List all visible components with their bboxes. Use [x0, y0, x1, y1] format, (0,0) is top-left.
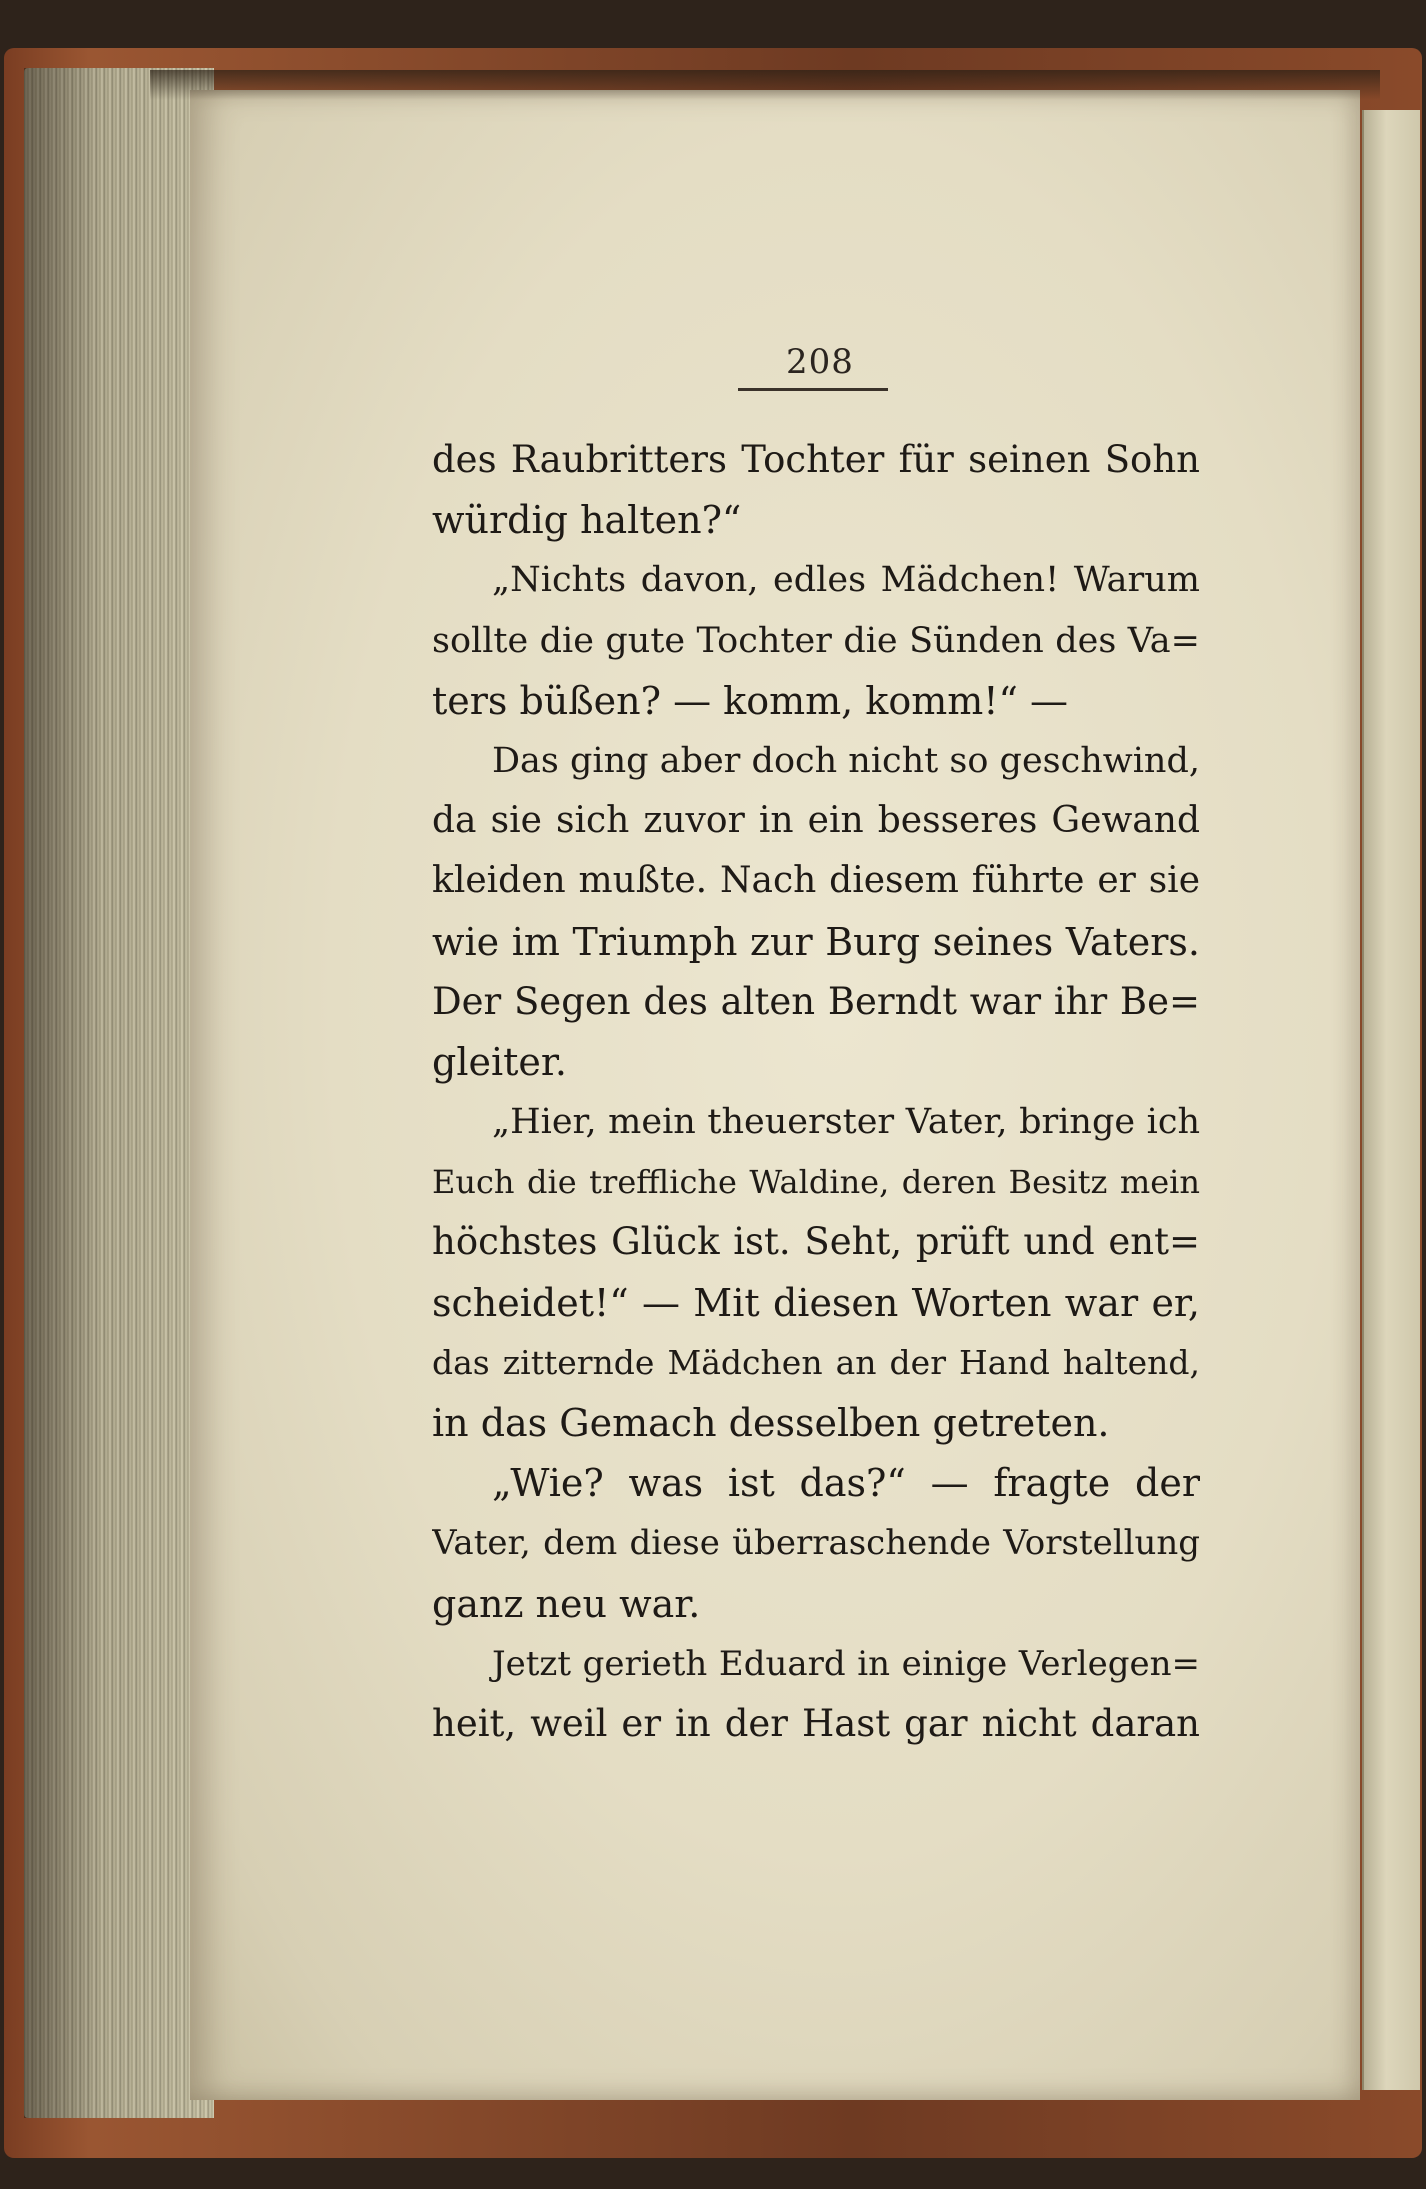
- text-line: des Raubritters Tochter für seinen Sohn: [432, 438, 1200, 481]
- text-line: heit, weil er in der Hast gar nicht daran: [432, 1701, 1200, 1745]
- text-line: kleiden mußte. Nach diesem führte er sie: [432, 860, 1200, 902]
- text-line: das zitternde Mädchen an der Hand haltend,: [432, 1342, 1200, 1382]
- text-line: scheidet!“ — Mit diesen Worten war er,: [432, 1280, 1200, 1325]
- text-line: Jetzt gerieth Eduard in einige Verlegen=: [492, 1643, 1200, 1684]
- text-line: „Hier, mein theuerster Vater, bringe ich: [492, 1102, 1200, 1143]
- text-line: Der Segen des alten Berndt war ihr Be=: [432, 979, 1200, 1023]
- text-line: Das ging aber doch nicht so geschwind,: [492, 740, 1200, 781]
- text-line: würdig halten?“: [432, 498, 742, 543]
- text-line: sollte die gute Tochter die Sünden des Va=: [432, 620, 1200, 661]
- text-line: Vater, dem diese überraschende Vorstellung: [432, 1523, 1200, 1564]
- page-edges: [24, 68, 214, 2118]
- page-number: 208: [786, 342, 854, 382]
- text-line: in das Gemach desselben getreten.: [432, 1401, 1110, 1445]
- body-text: [432, 430, 1200, 1754]
- facing-page-edge: [1362, 110, 1420, 2090]
- text-line: ters büßen? — komm, komm!“ —: [432, 678, 1069, 723]
- text-line: höchstes Glück ist. Seht, prüft und ent=: [432, 1220, 1200, 1264]
- page-number-rule: [738, 388, 888, 391]
- text-line: „Nichts davon, edles Mädchen! Warum: [492, 560, 1200, 601]
- top-shadow: [150, 70, 1380, 100]
- text-line: da sie sich zuvor in ein besseres Gewand: [432, 800, 1200, 842]
- text-line: wie im Triumph zur Burg seines Vaters.: [432, 919, 1200, 964]
- text-line: ganz neu war.: [432, 1581, 701, 1626]
- text-line: Euch die treffliche Waldine, deren Besitz mein: [432, 1163, 1200, 1202]
- text-line: gleiter.: [432, 1039, 567, 1084]
- text-line: „Wie? was ist das?“ — fragte der: [492, 1461, 1200, 1506]
